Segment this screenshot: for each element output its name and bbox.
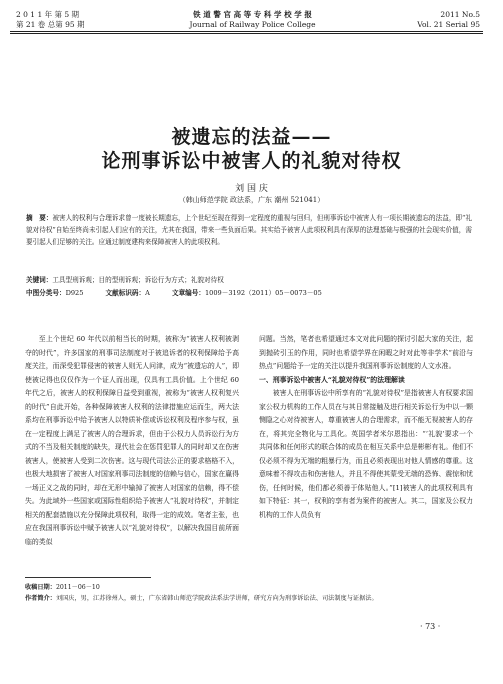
footnote-rule — [25, 577, 151, 578]
abstract-label: 摘 要： — [26, 214, 53, 222]
article-id-value: 1009－3192（2011）05－0073－05 — [204, 289, 322, 297]
classification-line — [26, 287, 472, 299]
body-paragraph: 至上个世纪 60 年代以前相当长的时期，被称为“被害人权利被剥夺的时代”，许多国家的刑事司法制度对于被追诉者的权利保障给予高度关注，而深受犯罪侵害的被害人则无人问津，成为“被遗忘的人”，即使被记得也仅仅作为一个证人而出现，仅具有工具价值。上个世纪 60 年代之后，被害人的权利保障日益受到重视，被称为“被害人权利复兴的时代”自此开始，各种保障被害人权利的法律措施应运而生，两大法系均在刑事诉讼中给予被害人以特质补偿或诉讼权利及程序参与权，虽在一定程度上满足了被害人的合理诉求，但由于公权力人员诉讼行为方式的不当及相关制度的缺失，现代社会在惩罚犯罪人的同时却又在伤害被害人，使被害人受到二次伤害。这与现代司法公正的要求格格不入，也极大地损害了被害人对国家刑事司法制度的信赖与信心，国家在赢得一场正义之战的同时，却在无形中输掉了被害人对国家的信赖，得不偿失。为此域外一些国家或国际性组织给予被害人“礼貌对待权”，并制定相关的配套措施以充分保障此项权利，取得一定的成效。笔者主张，也应在我国刑事诉讼中赋予被害人以“礼貌对待权”，以解决我国目前所面临的类似 — [25, 335, 239, 546]
page-number: · 73 · — [420, 622, 441, 631]
article-title-line1: 被遗忘的法益—— — [171, 126, 332, 148]
abstract — [26, 212, 472, 248]
author-bio-text: 刘国庆，男，江苏徐州人，硕士，广东省韩山师范学院政法系法学讲师，研究方向为刑事诉讼法、司法制度与证据法。 — [55, 595, 378, 602]
received-date-label: 收稿日期： — [25, 584, 56, 591]
article-id-label: 文章编号： — [171, 289, 205, 297]
abstract-text: 被害人的权利与合理诉求曾一度被长期遗忘，上个世纪至现在得到一定程度的重视与回归，但刑事诉讼中被害人有一项长期被遗忘的法益，即“礼貌对待权”自始至终尚未引起人们应有的关注，尤其在我国，带来一些负面后果。其实给予被害人此项权利具有深厚的法理基础与极强的社会现实价值，需要引起人们足够的关注。应通过制度建构来保障被害人的此项权利。 — [26, 214, 473, 246]
footnote — [25, 582, 477, 604]
volume-serial-en: Vol. 21 Serial 95 — [417, 20, 480, 29]
received-date — [25, 582, 477, 593]
body-paragraph: 问题。当然，笔者也希望通过本文对此问题的探讨引起大家的关注，起到抛砖引玉的作用，同时也希望学界在闲暇之时对此等非学术“前沿与热点”问题给予一定的关注以提升我国刑事诉讼制度的人文水准。 — [259, 335, 473, 370]
doc-code-label: 文献标识码： — [105, 289, 146, 297]
issue-year: 2 0 1 1 年 第 5 期 — [16, 10, 80, 19]
body-column-right — [259, 333, 473, 522]
section-heading: 一、刑事诉讼中被害人“礼貌对待权”的法理解读 — [259, 375, 405, 384]
journal-name-cn: 铁 道 警 官 高 等 专 科 学 校 学 报 — [193, 10, 312, 19]
author-affiliation: （韩山师范学院 政法系，广东 潮州 521041） — [178, 196, 325, 204]
clc-label: 中图分类号： — [26, 289, 66, 297]
keywords-text: 工具型刑诉观；目的型刑诉观；诉讼行为方式；礼貌对待权 — [52, 276, 224, 284]
author-bio — [25, 593, 477, 604]
journal-name-en: Journal of Railway Police College — [189, 20, 316, 29]
author-bio-label: 作者简介： — [25, 595, 56, 602]
issue-volume: 第 21 卷 总第 95 期 — [16, 20, 85, 29]
body-column-left — [25, 333, 239, 549]
author-name: 刘 国 庆 — [235, 184, 268, 194]
clc-value: D925 — [65, 289, 84, 297]
header-rule-top — [10, 31, 483, 32]
received-date-value: 2011－06－10 — [55, 584, 100, 591]
keywords — [26, 274, 472, 286]
keywords-label: 关键词： — [26, 276, 53, 284]
header-rule-bottom — [10, 33, 483, 34]
issue-number-en: 2011 No.5 — [440, 10, 480, 19]
doc-code-value: A — [145, 289, 150, 297]
body-paragraph: 被害人在刑事诉讼中所享有的“礼貌对待权”是指被害人有权要求国家公权力机构的工作人员在与其日常接触及进行相关诉讼行为中以一颗恻隐之心对待被害人，尊重被害人的合理需求，而不能无视被害人的存在，将其完全物化与工具化。英国学者米尔恩指出：“‘礼貌’要求一个共同体和任何形式的联合体的成员在相互关系中总是彬彬有礼。他们不仅必须不得为无端的粗暴行为，而且必须表现出对他人情感的尊重。这意味着不得攻击和伤害他人，并且不得使其蒙受无端的恐怖、震惊和忧伤，任何时候，他们都必须善于体贴他人。”[1]被害人的此项权利具有如下特征：其一，权利的享有者为案件的被害人。其二，国家及公权力机构的工作人员负有 — [259, 389, 473, 519]
article-title-line2: 论刑事诉讼中被害人的礼貌对待权 — [101, 150, 402, 172]
